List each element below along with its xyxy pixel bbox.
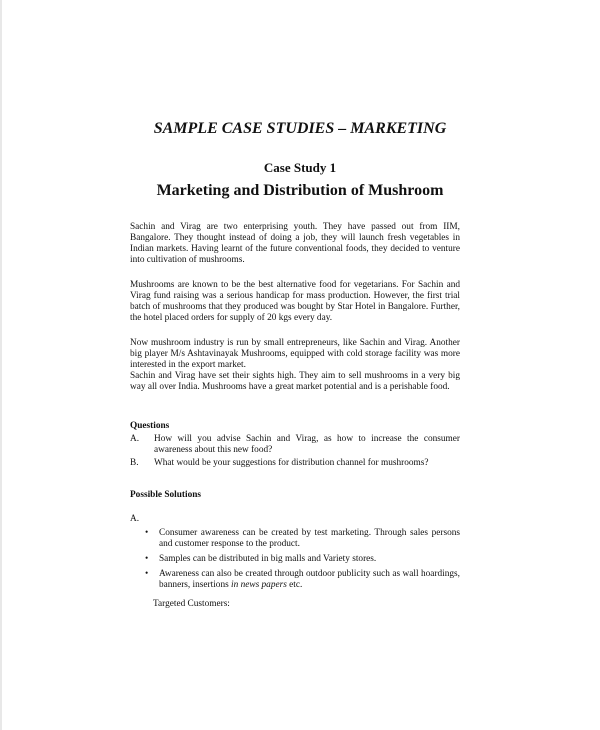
case-study-number: Case Study 1 xyxy=(263,160,337,175)
targeted-customers-label: Targeted Customers: xyxy=(153,599,230,609)
page-edge xyxy=(0,0,2,730)
questions-heading: Questions xyxy=(130,421,170,431)
question-b xyxy=(130,458,460,469)
question-letter: B. xyxy=(130,458,139,468)
paragraph-industry: Now mushroom industry is run by small entrepreneurs, like Sachin and Virag. Another big player M/s Ashtavinayak Mushrooms, equipped with cold storage facility was more interested in the export market. xyxy=(130,338,460,370)
solutions-heading: Possible Solutions xyxy=(130,490,202,500)
question-text: What would be your suggestions for distribution channel for mushrooms? xyxy=(154,458,429,468)
bullet-icon: • xyxy=(145,528,149,538)
solution-bullets xyxy=(145,528,460,595)
question-a xyxy=(130,434,460,456)
case-study-title: Marketing and Distribution of Mushroom xyxy=(156,182,444,199)
bullet-item xyxy=(145,554,460,565)
bullet-italic-text: in news papers xyxy=(231,580,287,590)
question-letter: A. xyxy=(130,434,140,444)
paragraph-mushrooms: Mushrooms are known to be the best alternative food for vegetarians. For Sachin and Virag fund raising was a serious handicap for mass production. However, the first trial batch of mushrooms that they produced was bought by Star Hotel in Bangalore. Further, the hotel placed orders for supply of 20 kgs every day. xyxy=(130,280,460,323)
paragraph-goals: Sachin and Virag have set their sights high. They aim to sell mushrooms in a very big way all over India. Mushrooms have a great market potential and is a perishable food. xyxy=(130,371,460,392)
solution-letter: A. xyxy=(130,514,140,524)
question-text: How will you advise Sachin and Virag, as how to increase the consumer awareness about this new food? xyxy=(154,434,460,455)
bullet-icon: • xyxy=(145,569,149,579)
bullet-icon: • xyxy=(145,554,149,564)
bullet-text: Consumer awareness can be created by test marketing. Through sales persons and customer response to the product. xyxy=(159,528,460,549)
bullet-text: Awareness can also be created through outdoor publicity such as wall hoardings, banners, insertions xyxy=(159,569,460,590)
paragraph-intro: Sachin and Virag are two enterprising youth. They have passed out from IIM, Bangalore. They thought instead of doing a job, they will launch fresh vegetables in Indian markets. Having learnt of the future conventional foods, they decided to venture into cultivation of mushrooms. xyxy=(130,222,460,265)
bullet-tail-text: etc. xyxy=(286,580,303,590)
document-title: SAMPLE CASE STUDIES – MARKETING xyxy=(153,120,447,137)
bullet-item xyxy=(145,569,460,591)
bullet-item xyxy=(145,528,460,550)
bullet-text: Samples can be distributed in big malls and Variety stores. xyxy=(159,554,377,564)
